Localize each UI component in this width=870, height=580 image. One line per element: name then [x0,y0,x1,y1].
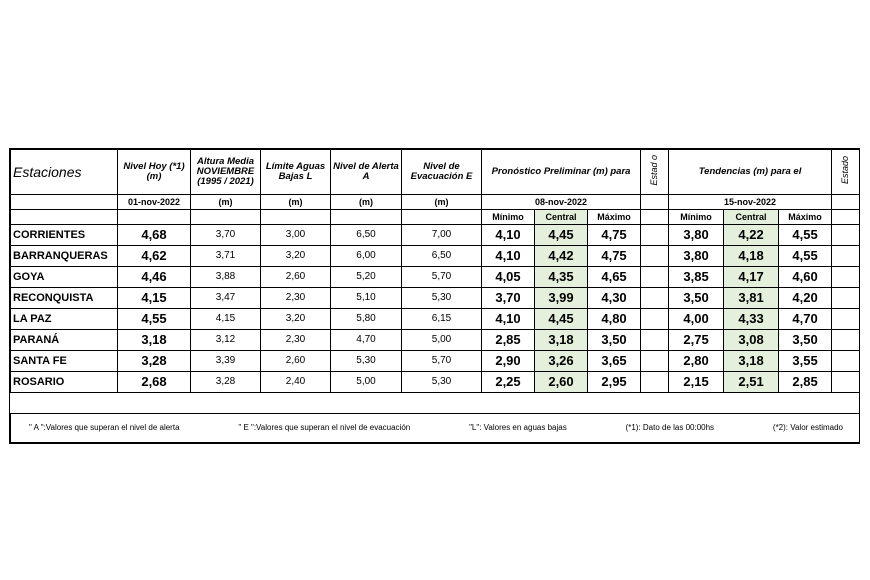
header-evacuacion: Nivel de Evacuación E [402,150,482,195]
spacer-cell [11,393,860,414]
pron-maximo-cell: 4,75 [588,225,641,246]
estado-2-cell [832,225,860,246]
pron-central-cell: 4,42 [535,246,588,267]
alerta-cell: 4,70 [331,330,402,351]
unit-limite: (m) [261,195,331,210]
evacuacion-cell: 5,30 [402,288,482,309]
limite-cell: 2,60 [261,351,331,372]
alerta-cell: 6,00 [331,246,402,267]
pron-maximo-cell: 3,50 [588,330,641,351]
altura-media-cell: 3,12 [191,330,261,351]
pron-central-cell: 3,26 [535,351,588,372]
pron-maximo-cell: 3,65 [588,351,641,372]
header-estado-2 [832,150,860,195]
evacuacion-cell: 6,50 [402,246,482,267]
evacuacion-cell: 6,15 [402,309,482,330]
station-name-cell: PARANÁ [11,330,118,351]
tend-minimo-cell: 3,50 [669,288,724,309]
pron-minimo-cell: 4,10 [482,246,535,267]
pron-maximo-cell: 2,95 [588,372,641,393]
tend-maximo-cell: 3,50 [779,330,832,351]
unit-alerta: (m) [331,195,402,210]
header-estado-1 [641,150,669,195]
estado-1-cell [641,372,669,393]
station-name-cell: RECONQUISTA [11,288,118,309]
date-pronostico: 08-nov-2022 [482,195,641,210]
minmax-blank-estado-2 [832,210,860,225]
tend-central-cell: 4,22 [724,225,779,246]
evacuacion-cell: 7,00 [402,225,482,246]
minmax-blank-3 [261,210,331,225]
minmax-blank-0 [11,210,118,225]
tend-maximo-cell: 4,60 [779,267,832,288]
minmax-blank-5 [402,210,482,225]
header-limite: Límite Aguas Bajas L [261,150,331,195]
table-row [11,267,860,288]
tend-minimo-cell: 2,15 [669,372,724,393]
minmax-blank-1 [118,210,191,225]
note-alerta: " A ":Valores que superan el nivel de alerta [29,423,180,432]
pron-minimo-cell: 4,10 [482,225,535,246]
altura-media-cell: 3,28 [191,372,261,393]
header-nivel-hoy: Nivel Hoy (*1) (m) [118,150,191,195]
station-rows [11,225,860,393]
minmax-blank-estado-1 [641,210,669,225]
note-valor-estimado: (*2): Valor estimado [772,423,844,432]
pron-minimo-cell: 4,05 [482,267,535,288]
limite-cell: 3,00 [261,225,331,246]
note-evacuacion: " E ":Valores que superan el nivel de evacuación [238,423,411,432]
estado-1-cell [641,225,669,246]
estado-2-cell [832,372,860,393]
alerta-cell: 5,20 [331,267,402,288]
label-t-max: Máximo [779,210,832,225]
table-row [11,288,860,309]
date-row-blank [11,195,118,210]
header-estado-2-label: Estado [840,156,851,185]
pron-central-cell: 4,35 [535,267,588,288]
estado-1-cell [641,330,669,351]
label-p-max: Máximo [588,210,641,225]
limite-cell: 3,20 [261,309,331,330]
alerta-cell: 5,00 [331,372,402,393]
tend-minimo-cell: 3,80 [669,246,724,267]
tend-central-cell: 3,08 [724,330,779,351]
tend-maximo-cell: 3,55 [779,351,832,372]
alerta-cell: 6,50 [331,225,402,246]
estado-1-cell [641,267,669,288]
station-name-cell: BARRANQUERAS [11,246,118,267]
estado-1-cell [641,246,669,267]
label-t-min: Mínimo [669,210,724,225]
date-tendencias: 15-nov-2022 [669,195,832,210]
minmax-blank-4 [331,210,402,225]
evacuacion-cell: 5,30 [402,372,482,393]
estado-2-cell [832,309,860,330]
tend-minimo-cell: 4,00 [669,309,724,330]
tend-maximo-cell: 4,70 [779,309,832,330]
tend-central-cell: 4,17 [724,267,779,288]
estado-2-cell [832,351,860,372]
tend-maximo-cell: 2,85 [779,372,832,393]
pron-minimo-cell: 3,70 [482,288,535,309]
table-row [11,372,860,393]
pron-minimo-cell: 4,10 [482,309,535,330]
tend-maximo-cell: 4,55 [779,246,832,267]
limite-cell: 2,30 [261,330,331,351]
pron-central-cell: 4,45 [535,225,588,246]
label-p-min: Mínimo [482,210,535,225]
table-row [11,351,860,372]
evacuacion-cell: 5,00 [402,330,482,351]
estado-1-cell [641,351,669,372]
pron-maximo-cell: 4,65 [588,267,641,288]
estado-1-cell [641,288,669,309]
tend-minimo-cell: 3,85 [669,267,724,288]
station-name-cell: LA PAZ [11,309,118,330]
station-name-cell: SANTA FE [11,351,118,372]
nivel-hoy-cell: 4,62 [118,246,191,267]
pron-minimo-cell: 2,25 [482,372,535,393]
limite-cell: 2,40 [261,372,331,393]
spacer-row [11,393,860,414]
pron-maximo-cell: 4,75 [588,246,641,267]
tend-central-cell: 3,18 [724,351,779,372]
limite-cell: 2,30 [261,288,331,309]
date-row-estado-1 [641,195,669,210]
pron-minimo-cell: 2,85 [482,330,535,351]
date-today: 01-nov-2022 [118,195,191,210]
estado-2-cell [832,330,860,351]
altura-media-cell: 3,88 [191,267,261,288]
note-aguas-bajas: "L": Valores en aguas bajas [469,423,567,432]
tend-maximo-cell: 4,20 [779,288,832,309]
nivel-hoy-cell: 4,15 [118,288,191,309]
altura-media-cell: 4,15 [191,309,261,330]
tend-maximo-cell: 4,55 [779,225,832,246]
nivel-hoy-cell: 3,28 [118,351,191,372]
tend-minimo-cell: 2,80 [669,351,724,372]
estado-2-cell [832,267,860,288]
note-dato-00hs: (*1): Dato de las 00:00hs [625,423,715,432]
nivel-hoy-cell: 2,68 [118,372,191,393]
header-pronostico: Pronóstico Preliminar (m) para [482,150,641,195]
table-row [11,330,860,351]
alerta-cell: 5,10 [331,288,402,309]
header-altura-media: Altura Media NOVIEMBRE (1995 / 2021) [191,150,261,195]
estado-2-cell [832,246,860,267]
estado-1-cell [641,309,669,330]
alerta-cell: 5,80 [331,309,402,330]
unit-evac: (m) [402,195,482,210]
date-row-estado-2 [832,195,860,210]
table-row [11,246,860,267]
pron-central-cell: 4,45 [535,309,588,330]
river-levels-table-container [9,148,860,444]
altura-media-cell: 3,39 [191,351,261,372]
minmax-row [11,210,860,225]
tend-central-cell: 4,18 [724,246,779,267]
tend-central-cell: 3,81 [724,288,779,309]
header-row [11,150,860,195]
station-name-cell: ROSARIO [11,372,118,393]
label-t-central: Central [724,210,779,225]
pron-central-cell: 3,99 [535,288,588,309]
nivel-hoy-cell: 4,68 [118,225,191,246]
station-name-cell: GOYA [11,267,118,288]
notes-text [13,421,857,435]
pron-maximo-cell: 4,30 [588,288,641,309]
nivel-hoy-cell: 4,55 [118,309,191,330]
pron-central-cell: 3,18 [535,330,588,351]
pron-minimo-cell: 2,90 [482,351,535,372]
header-estado-1-label: Estad o [649,155,660,186]
estado-2-cell [832,288,860,309]
tend-minimo-cell: 3,80 [669,225,724,246]
table-row [11,225,860,246]
nivel-hoy-cell: 4,46 [118,267,191,288]
minmax-blank-2 [191,210,261,225]
header-tendencias: Tendencias (m) para el [669,150,832,195]
label-p-central: Central [535,210,588,225]
alerta-cell: 5,30 [331,351,402,372]
altura-media-cell: 3,71 [191,246,261,267]
altura-media-cell: 3,70 [191,225,261,246]
station-name-cell: CORRIENTES [11,225,118,246]
river-levels-table [10,149,860,443]
tend-central-cell: 2,51 [724,372,779,393]
limite-cell: 3,20 [261,246,331,267]
pron-maximo-cell: 4,80 [588,309,641,330]
tend-central-cell: 4,33 [724,309,779,330]
unit-media: (m) [191,195,261,210]
pron-central-cell: 2,60 [535,372,588,393]
nivel-hoy-cell: 3,18 [118,330,191,351]
header-alerta: Nivel de Alerta A [331,150,402,195]
altura-media-cell: 3,47 [191,288,261,309]
notes-row [11,414,860,443]
table-row [11,309,860,330]
limite-cell: 2,60 [261,267,331,288]
header-estaciones: Estaciones [11,150,118,195]
notes-cell [11,414,860,443]
tend-minimo-cell: 2,75 [669,330,724,351]
date-row [11,195,860,210]
evacuacion-cell: 5,70 [402,267,482,288]
evacuacion-cell: 5,70 [402,351,482,372]
